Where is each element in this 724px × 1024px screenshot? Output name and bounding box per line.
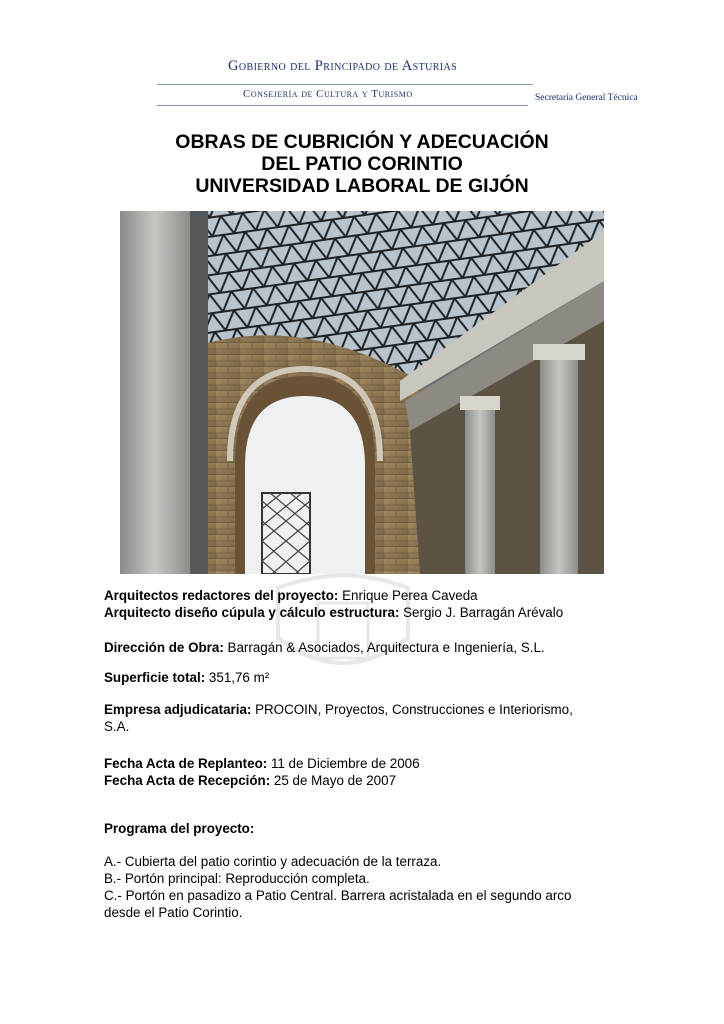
- dome-designer-label: Arquitecto diseño cúpula y cálculo estructura:: [104, 605, 400, 620]
- letterhead-rule-top: [157, 84, 533, 85]
- company-line-continued: S.A.: [104, 719, 130, 734]
- organization-name: Gobierno del Principado de Asturias: [228, 58, 458, 74]
- company-line: [104, 701, 573, 718]
- recepcion-line: [104, 772, 396, 789]
- program-heading-text: Programa del proyecto:: [104, 821, 255, 836]
- program-heading: [104, 820, 254, 837]
- surface-line: [104, 669, 269, 686]
- title-line-3: UNIVERSIDAD LABORAL DE GIJÓN: [195, 175, 529, 197]
- title-line-2: DEL PATIO CORINTIO: [261, 153, 463, 175]
- direction-label: Dirección de Obra:: [104, 640, 224, 655]
- letterhead-rule-bottom: [157, 105, 528, 106]
- department-name: Consejería de Cultura y Turismo: [243, 88, 413, 100]
- document-title: [100, 131, 624, 197]
- program-item-c: C.- Portón en pasadizo a Patio Central. Barrera acristalada en el segundo arco: [104, 888, 572, 903]
- direction-value: Barragán & Asociados, Arquitectura e Ingeniería, S.L.: [223, 640, 545, 655]
- dome-designer-value: Sergio J. Barragán Arévalo: [399, 605, 564, 620]
- replanteo-label: Fecha Acta de Replanteo:: [104, 756, 268, 771]
- surface-value: 351,76 m²: [205, 670, 270, 685]
- architects-line: [104, 587, 478, 604]
- courtyard-photo: [120, 211, 604, 574]
- surface-label: Superficie total:: [104, 670, 206, 685]
- recepcion-value: 25 de Mayo de 2007: [270, 773, 397, 788]
- company-label: Empresa adjudicataria:: [104, 702, 252, 717]
- program-item-a: A.- Cubierta del patio corintio y adecuación de la terraza.: [104, 854, 442, 869]
- watermark-emblem: [248, 568, 438, 688]
- corinthian-column-2: [540, 356, 578, 574]
- recepcion-label: Fecha Acta de Recepción:: [104, 773, 271, 788]
- left-column: [120, 211, 190, 574]
- dome-designer-line: [104, 604, 563, 621]
- replanteo-value: 11 de Diciembre de 2006: [267, 756, 420, 771]
- letterhead: [0, 0, 724, 110]
- corinthian-column-1: [465, 406, 495, 574]
- direction-line: [104, 639, 545, 656]
- architects-value: Enrique Perea Caveda: [338, 588, 478, 603]
- company-value: PROCOIN, Proyectos, Construcciones e Interiorismo,: [251, 702, 573, 717]
- courtyard-illustration: [120, 211, 604, 574]
- program-item-b: B.- Portón principal: Reproducción completa.: [104, 871, 370, 886]
- architects-label: Arquitectos redactores del proyecto:: [104, 588, 339, 603]
- office-name: Secretaría General Técnica: [535, 93, 638, 103]
- program-item-c-continued: desde el Patio Corintio.: [104, 905, 243, 920]
- replanteo-line: [104, 755, 420, 772]
- title-line-1: OBRAS DE CUBRICIÓN Y ADECUACIÓN: [175, 131, 549, 153]
